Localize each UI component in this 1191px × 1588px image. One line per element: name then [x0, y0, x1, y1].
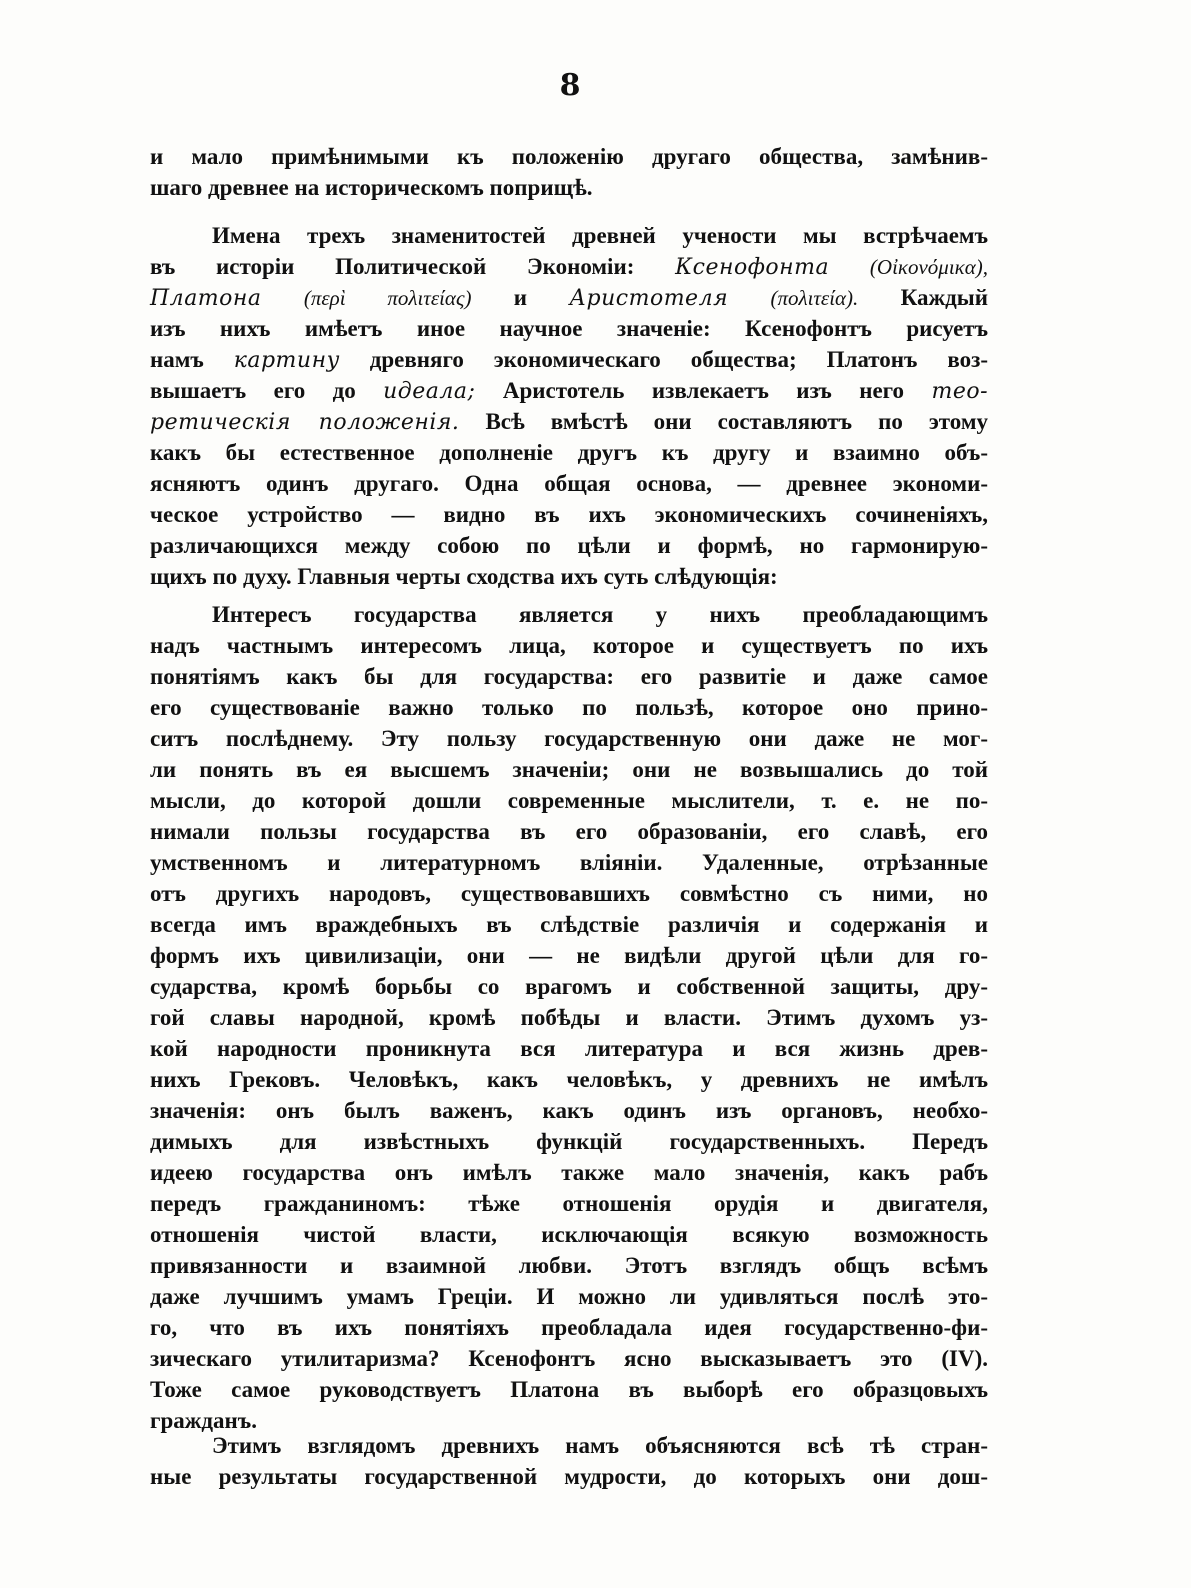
- emphasis-propositions: ретическія положенія.: [150, 410, 460, 435]
- text-line: нихъ Грековъ. Человѣкъ, какъ человѣкъ, у древнихъ не имѣлъ: [150, 1067, 988, 1092]
- text-line: его существованіе важно только по пользѣ, которое оно прино-: [150, 695, 988, 720]
- text-line: привязанности и взаимной любви. Этотъ взглядъ общъ всѣмъ: [150, 1253, 988, 1278]
- text-line: отъ другихъ народовъ, существовавшихъ совмѣстно съ ними, но: [150, 881, 988, 906]
- greek-title-republic: (περὶ πολιτείας): [303, 286, 472, 310]
- text-line: формъ ихъ цивилизаціи, они — не видѣли другой цѣли для го-: [150, 943, 988, 968]
- text-line: ческое устройство — видно въ ихъ экономическихъ сочиненіяхъ,: [150, 502, 988, 527]
- text-line: кой народности проникнута вся литература и вся жизнь древ-: [150, 1036, 988, 1061]
- text-fragment: Всѣ вмѣстѣ они составляютъ по этому: [485, 409, 989, 434]
- text-line: ные результаты государственной мудрости, до которыхъ они дош-: [150, 1464, 988, 1489]
- emphasis-theoretical: тео-: [931, 379, 989, 404]
- text-line: идеею государства онъ имѣлъ также мало значенія, какъ рабъ: [150, 1160, 988, 1185]
- text-line: мысли, до которой дошли современные мыслители, т. е. не по-: [150, 788, 988, 813]
- text-line: и мало примѣнимыми къ положенію другаго общества, замѣнив-: [150, 144, 988, 169]
- page-number: 8: [559, 68, 581, 103]
- text-line: отношенія чистой власти, исключающія всякую возможность: [150, 1222, 988, 1247]
- text-line: [150, 344, 988, 375]
- text-line: гой славы народной, кромѣ побѣды и власти. Этимъ духомъ уз-: [150, 1005, 988, 1030]
- text-fragment: Аристотель извлекаетъ изъ него: [502, 378, 905, 403]
- text-fragment: въ исторіи Политической Экономіи:: [150, 254, 635, 279]
- paragraph-three-thinkers: [150, 220, 988, 592]
- text-fragment: и: [513, 285, 528, 310]
- greek-title-oeconomicus: (Οἰκονόμικα),: [869, 255, 989, 279]
- text-line: [150, 406, 988, 437]
- text-line: Этимъ взглядомъ древнихъ намъ объясняются всѣ тѣ стран-: [212, 1433, 988, 1458]
- paragraph-continuation: [150, 141, 988, 203]
- text-line: сударства, кромѣ борьбы со врагомъ и собственной защиты, дру-: [150, 974, 988, 999]
- text-line: гражданъ.: [150, 1408, 257, 1433]
- text-line: умственномъ и литературномъ вліяніи. Удаленные, отрѣзанные: [150, 850, 988, 875]
- text-line: шаго древнее на историческомъ поприщѣ.: [150, 175, 593, 200]
- name-xenophon: Ксенофонта: [675, 255, 830, 280]
- text-line: различающихся между собою по цѣли и формѣ, но гармонирую-: [150, 533, 988, 558]
- text-fragment: древняго экономическаго общества; Платонъ воз-: [369, 347, 988, 372]
- text-fragment: намъ: [150, 347, 204, 372]
- text-fragment: вышаетъ его до: [150, 378, 356, 403]
- text-line: зическаго утилитаризма? Ксенофонтъ ясно высказываетъ это (IV).: [150, 1346, 988, 1371]
- text-line: [150, 251, 988, 282]
- name-plato: Платона: [150, 286, 262, 311]
- text-line: ситъ послѣднему. Эту пользу государственную они даже не мог-: [150, 726, 988, 751]
- text-line: значенія: онъ былъ важенъ, какъ одинъ изъ органовъ, необхо-: [150, 1098, 988, 1123]
- text-line: Тоже самое руководствуетъ Платона въ выборѣ его образцовыхъ: [150, 1377, 988, 1402]
- paragraph-results: [150, 1430, 988, 1492]
- text-line: передъ гражданиномъ: тѣже отношенія орудія и двигателя,: [150, 1191, 988, 1216]
- text-line: изъ нихъ имѣетъ иное научное значеніе: Ксенофонтъ рисуетъ: [150, 316, 988, 341]
- emphasis-picture: картину: [233, 348, 340, 373]
- greek-title-politics: (πολιτεία).: [770, 286, 859, 310]
- text-line: димыхъ для извѣстныхъ функцій государственныхъ. Передъ: [150, 1129, 988, 1154]
- name-aristotle: Аристотеля: [569, 286, 729, 311]
- text-line: всегда имъ враждебныхъ въ слѣдствіе различія и содержанія и: [150, 912, 988, 937]
- paragraph-state-interest: [150, 599, 988, 1436]
- text-line: какъ бы естественное дополненіе другъ къ другу и взаимно объ-: [150, 440, 988, 465]
- text-line: [150, 375, 988, 406]
- text-line: щихъ по духу. Главныя черты сходства ихъ суть слѣдующія:: [150, 564, 778, 589]
- text-line: даже лучшимъ умамъ Греціи. И можно ли удивляться послѣ это-: [150, 1284, 988, 1309]
- text-line: надъ частнымъ интересомъ лица, которое и существуетъ по ихъ: [150, 633, 988, 658]
- text-fragment: Каждый: [900, 285, 989, 310]
- text-line: ли понять въ ея высшемъ значеніи; они не возвышались до той: [150, 757, 988, 782]
- emphasis-ideal: идеала;: [383, 379, 476, 404]
- text-line: нимали пользы государства въ его образованіи, его славѣ, его: [150, 819, 988, 844]
- text-line: ясняютъ одинъ другаго. Одна общая основа, — древнее экономи-: [150, 471, 988, 496]
- text-line: Имена трехъ знаменитостей древней учености мы встрѣчаемъ: [212, 223, 988, 248]
- text-line: Интересъ государства является у нихъ преобладающимъ: [212, 602, 988, 627]
- text-line: понятіямъ какъ бы для государства: его развитіе и даже самое: [150, 664, 988, 689]
- text-line: [150, 282, 988, 313]
- text-line: го, что въ ихъ понятіяхъ преобладала идея государственно-фи-: [150, 1315, 988, 1340]
